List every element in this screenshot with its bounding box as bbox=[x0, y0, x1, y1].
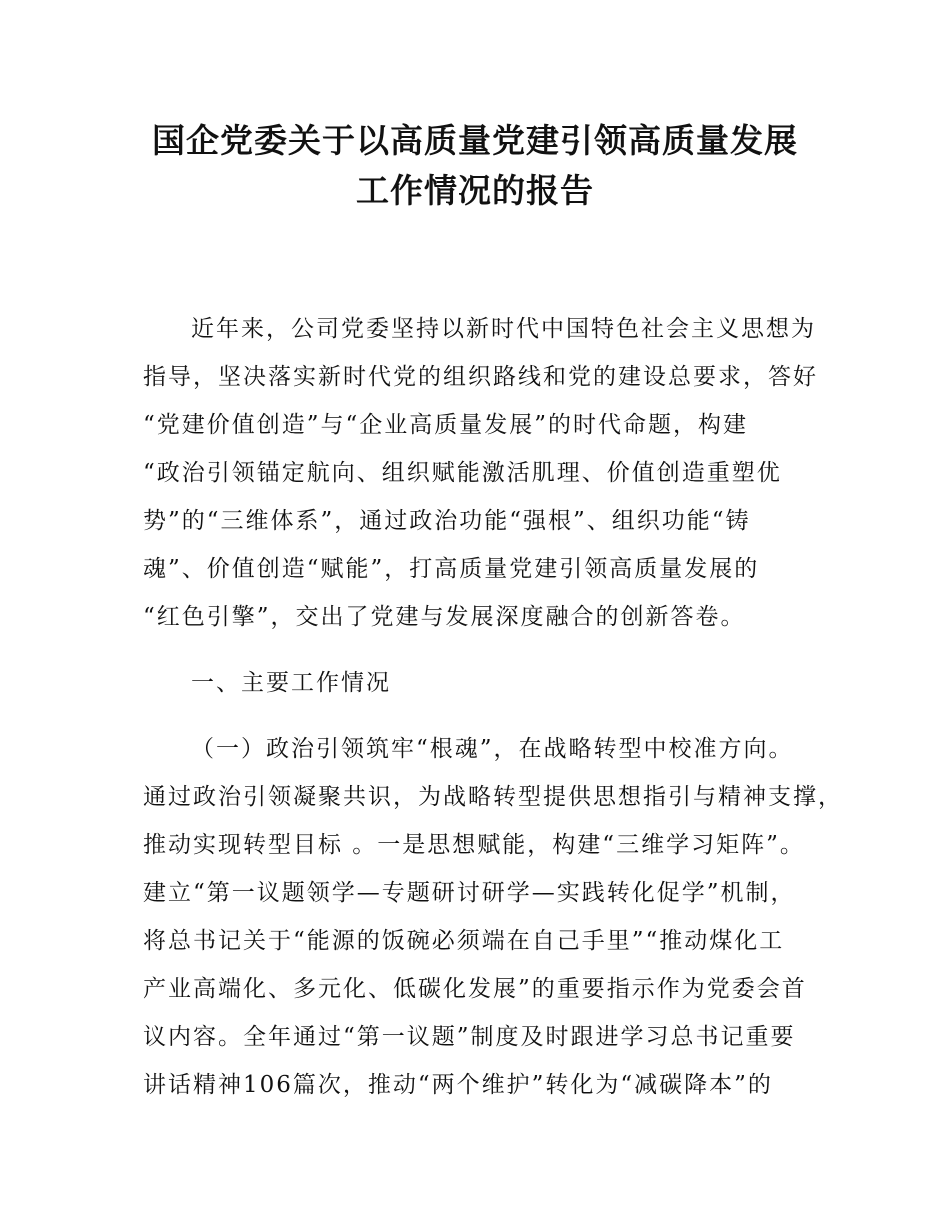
text-line: 通过政治引领凝聚共识，为战略转型提供思想指引与精神支撑， bbox=[143, 784, 843, 810]
document-title bbox=[0, 116, 950, 216]
title-line-1: 国企党委关于以高质量党建引领高质量发展 bbox=[152, 121, 798, 160]
text-line: 讲话精神106篇次，推动“两个维护”转化为“减碳降本”的 bbox=[143, 1072, 773, 1098]
title-line-2: 工作情况的报告 bbox=[356, 171, 594, 210]
text-line: “红色引擎”，交出了党建与发展深度融合的创新答卷。 bbox=[143, 604, 746, 630]
paragraph-gap bbox=[143, 641, 815, 659]
text-line: 指导，坚决落实新时代党的组织路线和党的建设总要求，答好 bbox=[143, 364, 818, 390]
text-line: 议内容。全年通过“第一议题”制度及时跟进学习总书记重要 bbox=[143, 1024, 796, 1050]
text-line: 势”的“三维体系”，通过政治功能“强根”、组织功能“铸 bbox=[143, 508, 751, 534]
text-line: 将总书记关于“能源的饭碗必须端在自己手里”“推动煤化工 bbox=[143, 928, 785, 954]
text-line: 魂”、价值创造“赋能”，打高质量党建引领高质量发展的 bbox=[143, 556, 760, 582]
paragraph-intro bbox=[143, 305, 818, 641]
text-line: 产业高端化、多元化、低碳化发展”的重要指示作为党委会首 bbox=[143, 976, 807, 1002]
document-body bbox=[143, 305, 843, 1109]
paragraph-political-guidance bbox=[143, 725, 843, 1109]
subsection-heading-text: （一）政治引领筑牢“根魂”，在战略转型中校准方向。 bbox=[191, 736, 794, 762]
text-line: 建立“第一议题领学—专题研讨研学—实践转化促学”机制， bbox=[143, 880, 796, 906]
paragraph-gap bbox=[143, 707, 815, 725]
text-line: 推动实现转型目标 。一是思想赋能，构建“三维学习矩阵”。 bbox=[143, 832, 805, 858]
text-line: “政治引领锚定航向、组织赋能激活肌理、价值创造重塑优 bbox=[143, 460, 782, 486]
text-line: 近年来，公司党委坚持以新时代中国特色社会主义思想为 bbox=[191, 316, 816, 342]
text-line: “党建价值创造”与“企业高质量发展”的时代命题，构建 bbox=[143, 412, 749, 438]
section-heading bbox=[143, 659, 815, 707]
section-heading-text: 一、主要工作情况 bbox=[191, 670, 391, 696]
